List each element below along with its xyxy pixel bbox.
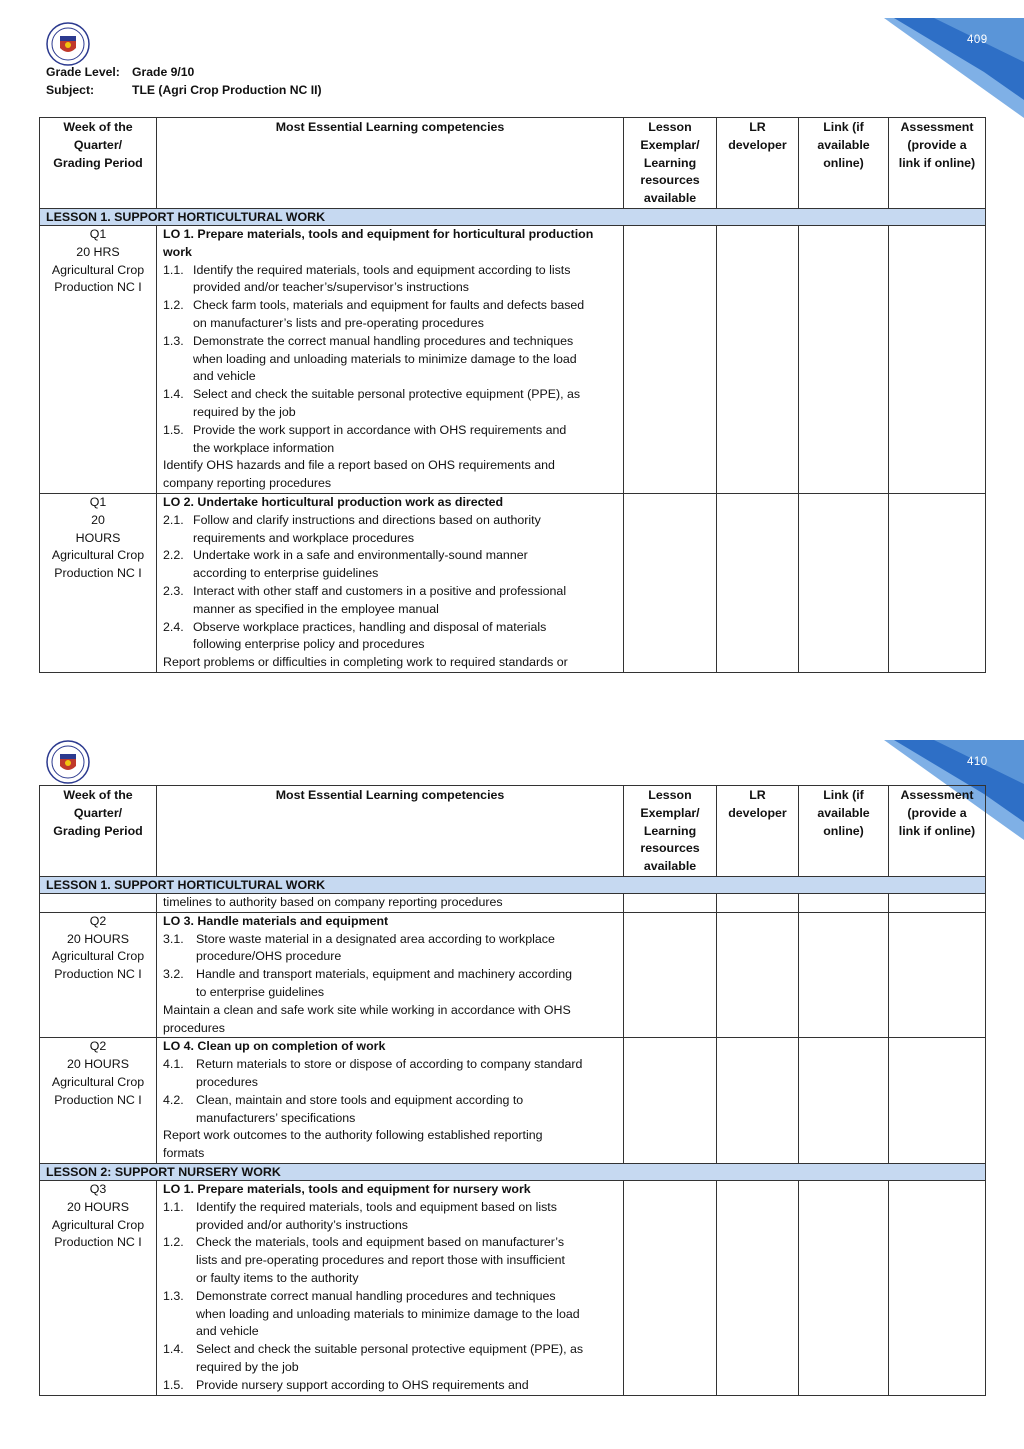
lesson-title-row: LESSON 1. SUPPORT HORTICULTURAL WORK [40,208,986,225]
list-item: 1.3. Demonstrate correct manual handling procedures and techniques when loading and unloading materials to minimize damage to the load and vehicle [163,1288,580,1339]
deped-seal-icon [46,22,90,66]
week-cell: Q2 20 HOURS Agricultural Crop Production NC I [40,1038,157,1164]
list-item: 2.4. Observe workplace practices, handling and disposal of materials following enterprise policy and procedures [163,619,547,652]
list-item: 3.1. Store waste material in a designated area according to workplace procedure/OHS procedure [163,931,555,964]
table-row [40,225,986,493]
competency-note: Identify OHS hazards and file a report based on OHS requirements and company reporting procedures [163,458,555,491]
week-cell: Q1 20 HRS Agricultural Crop Production NC I [40,225,157,493]
lesson-title-row: LESSON 2: SUPPORT NURSERY WORK [40,1163,986,1180]
list-item: 1.4. Select and check the suitable personal protective equipment (PPE), as required by the job [163,1342,584,1374]
competency-note: Report work outcomes to the authority following established reporting formats [163,1128,543,1161]
header-lesson-exemplar: Lesson Exemplar/ Learning resources available [624,118,717,209]
page-410 [0,718,1024,1449]
competency-cell [157,1038,624,1164]
page-409 [0,0,1024,700]
week-cell: Q2 20 HOURS Agricultural Crop Production NC I [40,912,157,1038]
table-row [40,493,986,672]
competency-note: Maintain a clean and safe work site while working in accordance with OHS procedures [163,1002,571,1035]
header-competencies: Most Essential Learning competencies [157,118,624,209]
week-cell: Q1 20 HOURS Agricultural Crop Production NC I [40,493,157,672]
list-item: 1.1. Identify the required materials, tools and equipment according to lists provided and/or teacher’s/supervisor’s instructions [163,262,571,295]
lr-developer-cell [717,225,799,493]
list-item: 4.1. Return materials to store or dispose of according to company standard procedures [163,1057,583,1089]
table-row [40,912,986,1038]
list-item: 2.1. Follow and clarify instructions and directions based on authority requirements and workplace procedures [163,512,541,545]
list-item: 3.2. Handle and transport materials, equipment and machinery according to enterprise guidelines [163,967,573,999]
assessment-cell [889,225,986,493]
lr-developer-cell [717,493,799,672]
competency-cell [157,493,624,672]
list-item: 1.5. Provide the work support in accordance with OHS requirements and the workplace information [163,422,567,455]
assessment-cell [889,493,986,672]
list-item: 1.2. Check farm tools, materials and equipment for faults and defects based on manufacturer’s lists and pre-operating procedures [163,298,585,330]
header-lr-developer: LR developer [717,786,799,877]
learning-outcome: LO 3. Handle materials and equipment [163,913,389,928]
list-item: 1.5. Provide nursery support according to OHS requirements and [163,1377,529,1392]
list-item: 1.1. Identify the required materials, tools and equipment based on lists provided and/or authority’s instructions [163,1199,557,1232]
competency-cell [157,225,624,493]
learning-outcome: LO 1. Prepare materials, tools and equipment for nursery work [163,1181,531,1196]
header-lr-developer: LR developer [717,118,799,209]
document-meta [46,63,322,99]
competencies-table-409 [39,117,986,673]
list-item: 2.2. Undertake work in a safe and environmentally-sound manner according to enterprise guidelines [163,548,528,581]
table-row [40,1180,986,1395]
list-item: 1.3. Demonstrate the correct manual handling procedures and techniques when loading and unloading materials to minimize damage to the load and vehicle [163,333,577,384]
competencies-table-410 [39,785,986,1396]
page-number: 409 [967,34,988,46]
competency-cell: timelines to authority based on company reporting procedures [157,893,624,912]
corner-decoration [824,0,1024,118]
table-row [40,893,986,912]
link-cell [799,493,889,672]
list-item: 1.4. Select and check the suitable personal protective equipment (PPE), as required by the job [163,387,581,419]
subject-label: Subject: [46,83,95,97]
learning-outcome: LO 1. Prepare materials, tools and equipment for horticultural production work [163,226,594,259]
deped-seal-icon [46,740,90,784]
header-week: Week of the Quarter/ Grading Period [40,786,157,877]
header-link: Link (if available online) [799,786,889,877]
lesson-exemplar-cell [624,493,717,672]
link-cell [799,225,889,493]
competency-note: Report problems or difficulties in completing work to required standards or [163,655,568,670]
competency-cell [157,912,624,1038]
week-cell [40,893,157,912]
competency-cell [157,1180,624,1395]
list-item: 4.2. Clean, maintain and store tools and equipment according to manufacturers’ specifications [163,1092,524,1125]
week-cell: Q3 20 HOURS Agricultural Crop Production NC I [40,1180,157,1395]
lesson-title-row: LESSON 1. SUPPORT HORTICULTURAL WORK [40,876,986,893]
grade-label: Grade Level: [46,65,120,79]
list-item: 1.2. Check the materials, tools and equipment based on manufacturer’s lists and pre-operating procedures and report those with insufficient or faulty items to the authority [163,1235,565,1285]
learning-outcome: LO 4. Clean up on completion of work [163,1039,386,1054]
table-row [40,1038,986,1164]
page-gap [0,700,1024,718]
header-assessment: Assessment (provide a link if online) [889,118,986,209]
header-link: Link (if available online) [799,118,889,209]
page-number: 410 [967,756,988,768]
grade-value: Grade 9/10 [132,65,195,79]
learning-outcome: LO 2. Undertake horticultural production work as directed [163,494,504,509]
header-competencies: Most Essential Learning competencies [157,786,624,877]
header-week: Week of the Quarter/ Grading Period [40,118,157,209]
subject-value: TLE (Agri Crop Production NC II) [132,83,322,97]
list-item: 2.3. Interact with other staff and customers in a positive and professional manner as specified in the employee manual [163,583,567,616]
table-header-row [40,118,986,209]
table-header-row [40,786,986,877]
header-assessment: Assessment (provide a link if online) [889,786,986,877]
header-lesson-exemplar: Lesson Exemplar/ Learning resources available [624,786,717,877]
lesson-exemplar-cell [624,225,717,493]
